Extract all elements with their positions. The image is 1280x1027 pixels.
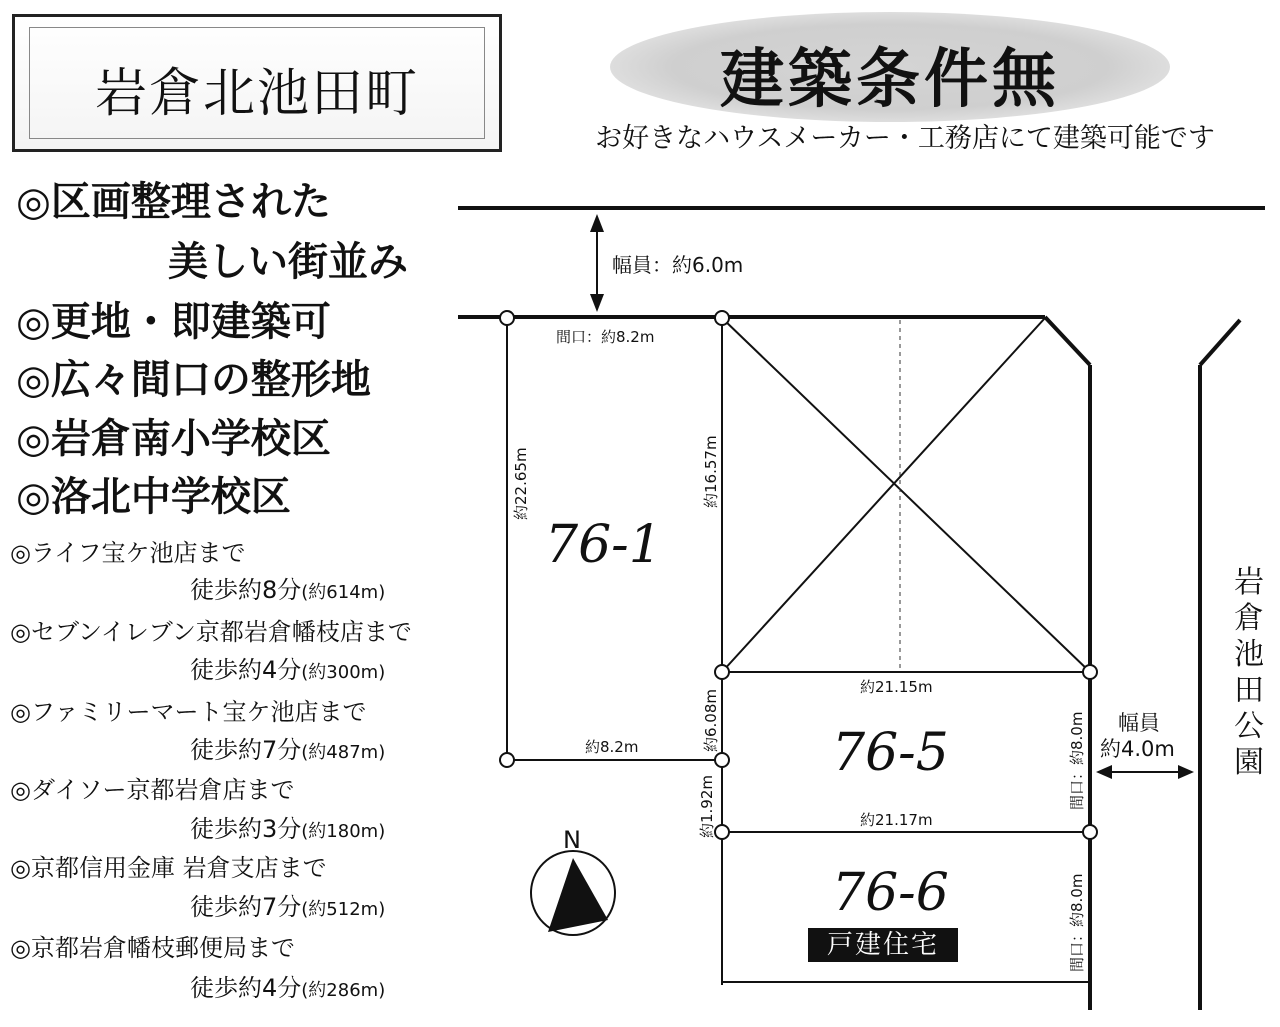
dim-frontage-top: 間口：約8.2m: [556, 328, 655, 346]
nearby-place: ◎京都岩倉幡枝郵便局まで: [10, 934, 295, 962]
nearby-walk: 徒歩約3分(約180m): [190, 815, 386, 843]
corner-cut-far: [1200, 320, 1240, 365]
corner-marker: [715, 825, 729, 839]
feature-item: ◎洛北中学校区: [16, 474, 291, 520]
lot-76-5-label: 76-5: [832, 723, 949, 783]
arrow-head-left: [1096, 765, 1112, 779]
lot-76-1-label: 76-1: [545, 515, 662, 575]
corner-cut: [1045, 317, 1090, 365]
arrow-head-up: [590, 214, 604, 232]
corner-marker: [500, 311, 514, 325]
feature-item: ◎更地・即建築可: [16, 299, 331, 345]
nearby-place: ◎ファミリーマート宝ケ池店まで: [10, 698, 367, 726]
feature-item: ◎区画整理された: [16, 179, 331, 225]
corner-marker: [500, 753, 514, 767]
nearby-place: ◎ダイソー京都岩倉店まで: [10, 776, 295, 804]
corner-marker: [715, 665, 729, 679]
nearby-walk: 徒歩約8分(約614m): [190, 576, 386, 604]
nearby-place: ◎京都信用金庫 岩倉支店まで: [10, 854, 327, 882]
arrow-head-right: [1178, 765, 1194, 779]
corner-marker: [715, 311, 729, 325]
dim-x-lot-depth: 約16.57m: [702, 435, 720, 508]
nearby-walk: 徒歩約4分(約286m): [190, 974, 386, 1002]
lot-76-6-badge: 戸建住宅: [808, 928, 958, 962]
nearby-walk: 徒歩約4分(約300m): [190, 656, 386, 684]
dim-lot5-top: 約21.15m: [860, 678, 933, 696]
x-diagonal-2: [722, 318, 1045, 672]
lot-76-6-label: 76-6: [832, 863, 949, 923]
feature-item: 美しい街並み: [168, 239, 408, 285]
dim-gap: 約1.92m: [698, 774, 716, 838]
nearby-walk: 徒歩約7分(約512m): [190, 893, 386, 921]
dim-lot1-bottom: 約8.2m: [585, 738, 639, 756]
nearby-place: ◎ライフ宝ケ池店まで: [10, 539, 246, 567]
town-name: 岩倉北池田町: [94, 64, 419, 124]
banner-title: 建築条件無: [720, 43, 1060, 117]
road-right-label-2: 約4.0m: [1100, 737, 1175, 761]
compass-north-label: N: [563, 826, 581, 854]
dim-lot1-depth: 約22.65m: [512, 447, 530, 520]
road-right-label-1: 幅員: [1118, 711, 1160, 735]
road-width-top-label: 幅員：約6.0m: [612, 253, 744, 277]
dim-lot5-frontage: 間口：約8.0m: [1068, 711, 1086, 810]
corner-marker: [1083, 825, 1097, 839]
x-diagonal-1: [722, 318, 1090, 672]
banner-subtitle: お好きなハウスメーカー・工務店にて建築可能です: [595, 123, 1215, 154]
feature-item: ◎広々間口の整形地: [16, 357, 371, 403]
park-name: 岩倉池田公園: [1234, 565, 1264, 780]
corner-marker: [715, 753, 729, 767]
dim-lot5-side: 約6.08m: [702, 688, 720, 752]
dim-lot6-frontage: 間口：約8.0m: [1068, 873, 1086, 972]
nearby-walk: 徒歩約7分(約487m): [190, 736, 386, 764]
nearby-place: ◎セブンイレブン京都岩倉幡枝店まで: [10, 618, 412, 646]
feature-item: ◎岩倉南小学校区: [16, 416, 331, 462]
dim-lot6-top: 約21.17m: [860, 811, 933, 829]
corner-marker: [1083, 665, 1097, 679]
arrow-head-down: [590, 294, 604, 312]
